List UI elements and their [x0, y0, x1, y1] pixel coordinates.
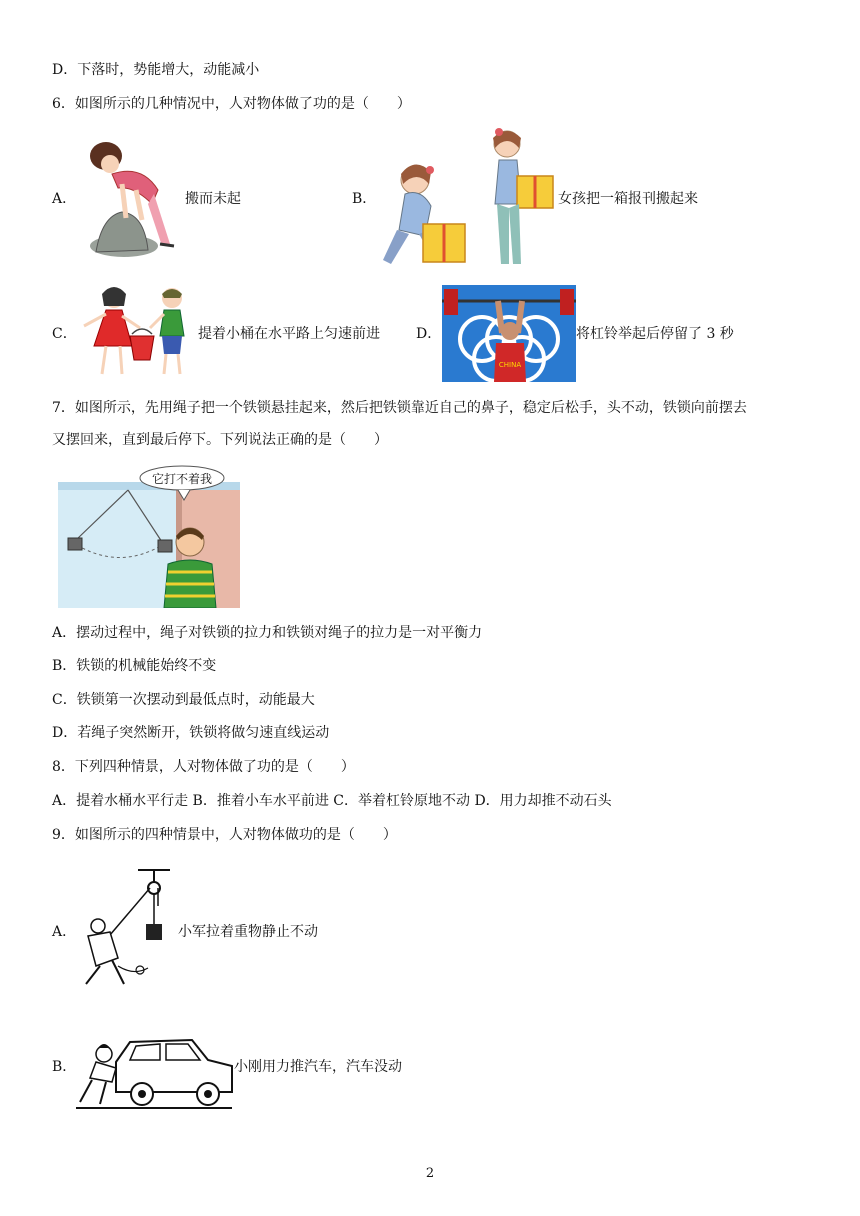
q9-option-b-text: 小刚用力推汽车，汽车没动 [234, 1059, 402, 1075]
q6-figure-b-girl-lifting-box [375, 126, 560, 270]
q6-option-c-letter: C． [52, 326, 77, 342]
q9-stem: 9．如图所示的四种情景中，人对物体做功的是（ ） [52, 827, 397, 843]
q6-option-a-letter: A． [52, 191, 77, 207]
q7-option-a: A．摆动过程中，绳子对铁锁的拉力和铁锁对绳子的拉力是一对平衡力 [52, 625, 483, 641]
q7-stem-line-1: 7．如图所示，先用绳子把一个铁锁悬挂起来，然后把铁锁靠近自己的鼻子，稳定后松手，头不动，铁锁向前摆去 [52, 400, 747, 416]
q6-option-d-text: 将杠铃举起后停留了 3 秒 [576, 326, 734, 342]
q6-figure-c-carrying-bucket [80, 284, 198, 380]
q6-option-c-text: 提着小桶在水平路上匀速前进 [198, 326, 380, 342]
q7-option-b: B．铁锁的机械能始终不变 [52, 658, 217, 674]
q7-option-d: D．若绳子突然断开，铁锁将做匀速直线运动 [52, 725, 330, 741]
q9-figure-b-pushing-car [76, 1032, 236, 1112]
q9-option-a-text: 小军拉着重物静止不动 [178, 924, 318, 940]
q9-option-b-letter: B． [52, 1059, 77, 1075]
page-number: 2 [425, 1166, 435, 1181]
q7-figure-pendulum-lock [58, 464, 240, 608]
q7-stem-line-2: 又摆回来，直到最后停下。下列说法正确的是（ ） [52, 432, 388, 448]
q6-stem: 6．如图所示的几种情况中，人对物体做了功的是（ ） [52, 96, 411, 112]
q6-option-b-letter: B． [352, 191, 377, 207]
q6-option-a-text: 搬而未起 [185, 191, 241, 207]
q9-figure-a-pulling-weight [78, 866, 178, 996]
q6-figure-a-lift-attempt [82, 134, 182, 260]
q6-figure-d-weightlifter [442, 285, 576, 382]
q7-option-c: C．铁锁第一次摆动到最低点时，动能最大 [52, 692, 315, 708]
shirt-text: CHINA [498, 361, 522, 369]
q8-stem: 8．下列四种情景，人对物体做了功的是（ ） [52, 759, 355, 775]
q8-options: A．提着水桶水平行走 B．推着小车水平前进 C．举着杠铃原地不动 D．用力却推不动石头 [52, 793, 612, 809]
q6-option-d-letter: D． [416, 326, 442, 342]
q5-option-d: D．下落时，势能增大，动能减小 [52, 62, 260, 78]
q6-option-b-text: 女孩把一箱报刊搬起来 [558, 191, 698, 207]
speech-bubble-text: 它打不着我 [151, 472, 213, 486]
q9-option-a-letter: A． [52, 924, 77, 940]
